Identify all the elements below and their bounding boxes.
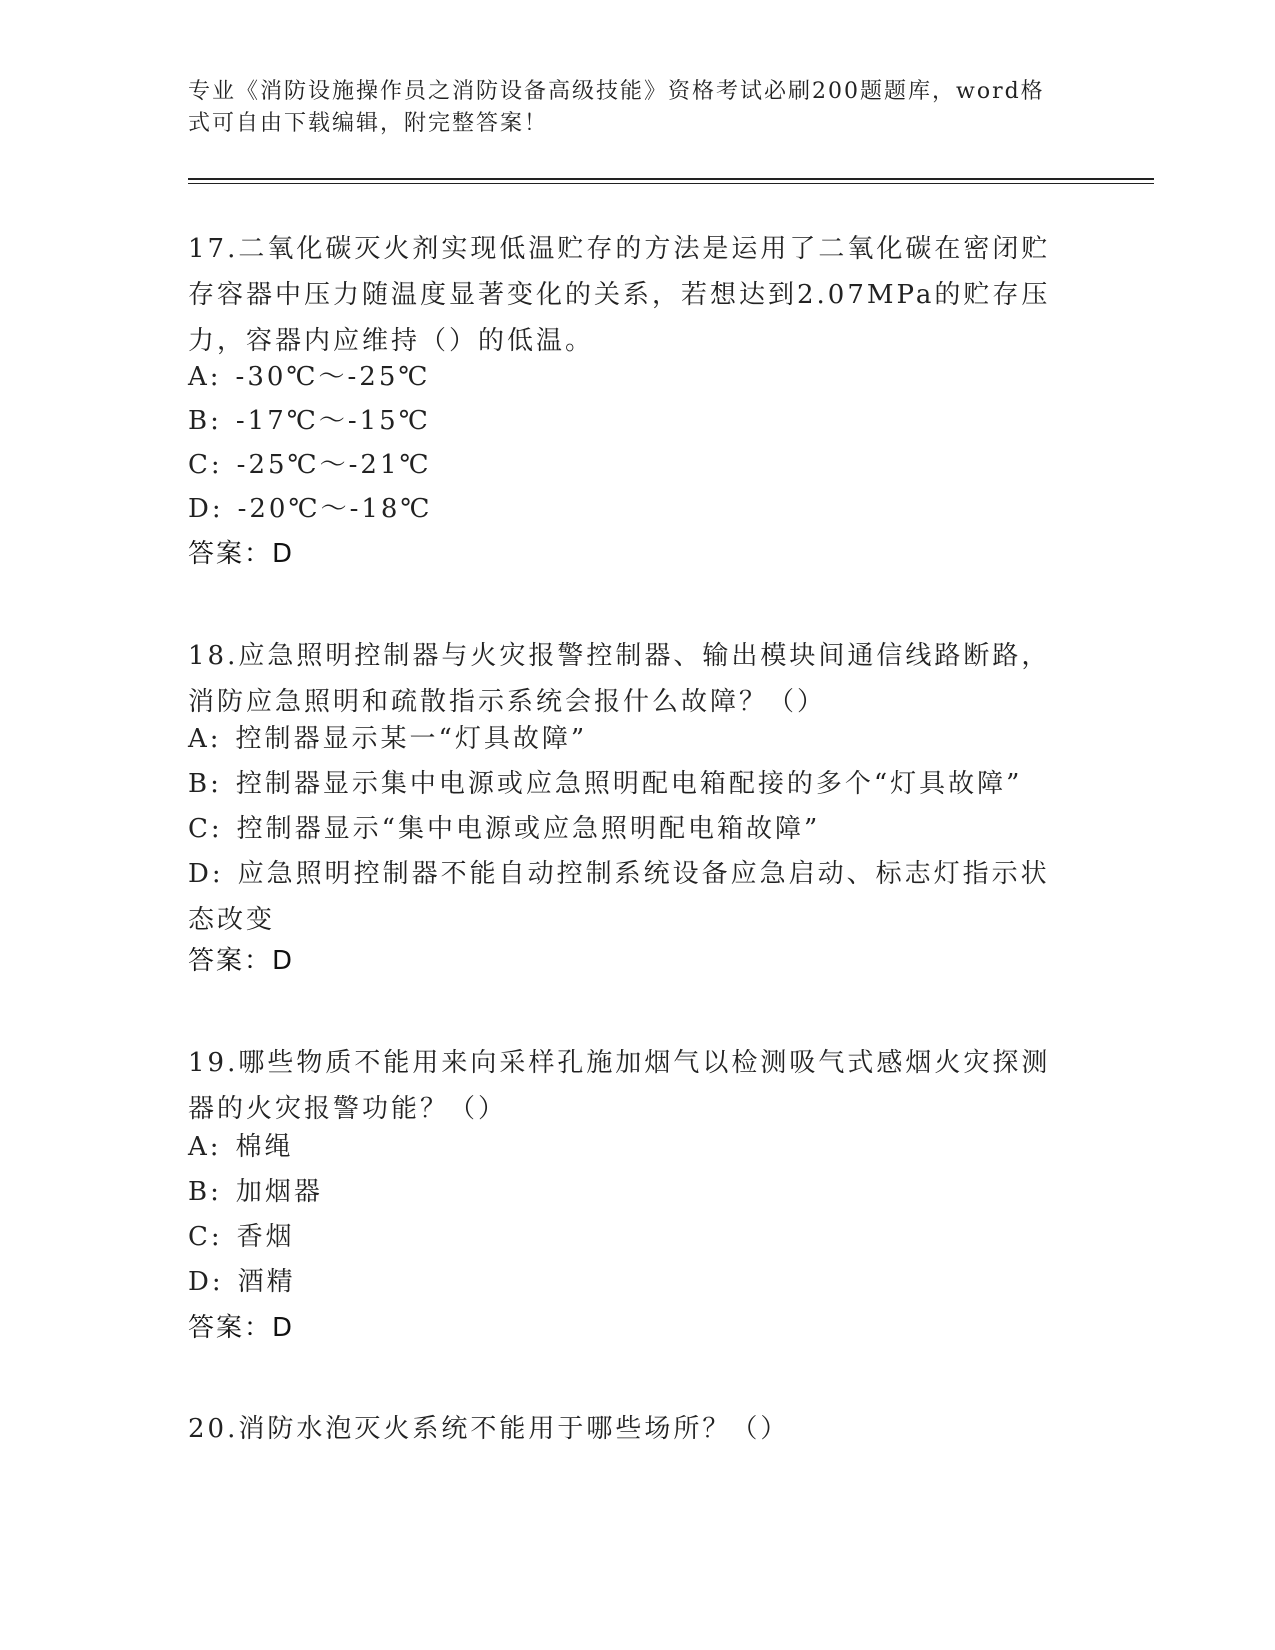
option-letter: B: xyxy=(188,406,222,436)
option-text: 控制器显示某一“灯具故障” xyxy=(235,724,588,754)
question-19-answer xyxy=(188,1305,294,1351)
option-text: -25℃～-21℃ xyxy=(236,450,432,480)
option-letter: D: xyxy=(188,859,224,889)
option-text: 控制器显示集中电源或应急照明配电箱配接的多个“灯具故障” xyxy=(235,769,1023,799)
question-18-option-c xyxy=(188,806,1078,852)
question-19-option-d xyxy=(188,1259,1078,1305)
question-18-option-a xyxy=(188,716,1078,762)
option-text: 棉绳 xyxy=(235,1132,294,1162)
answer-value: D xyxy=(272,946,295,976)
question-17-stem: 17.二氧化碳灭火剂实现低温贮存的方法是运用了二氧化碳在密闭贮存容器中压力随温度显著变化的关系，若想达到2.07MPa的贮存压力，容器内应维持（）的低温。 xyxy=(188,234,1051,356)
question-19-option-a xyxy=(188,1124,1078,1170)
option-letter: B: xyxy=(188,769,222,799)
question-17-option-b xyxy=(188,398,1078,444)
option-letter: C: xyxy=(188,1222,223,1252)
answer-label: 答案： xyxy=(188,946,273,976)
option-letter: D: xyxy=(188,1267,224,1297)
option-text: 加烟器 xyxy=(235,1177,323,1207)
option-text: -20℃～-18℃ xyxy=(237,494,433,524)
question-18-answer xyxy=(188,938,294,984)
question-20-stem: 20.消防水泡灭火系统不能用于哪些场所？（） xyxy=(188,1414,790,1444)
question-18-stem: 18.应急照明控制器与火灾报警控制器、输出模块间通信线路断路，消防应急照明和疏散指示系统会报什么故障？（） xyxy=(188,641,1051,717)
question-18-option-d xyxy=(188,851,1078,943)
header-divider-thick xyxy=(188,178,1154,180)
option-letter: A: xyxy=(188,724,222,754)
header-divider-thin xyxy=(188,183,1154,184)
question-17-option-d xyxy=(188,486,1078,532)
option-letter: C: xyxy=(188,450,223,480)
document-header: 专业《消防设施操作员之消防设备高级技能》资格考试必刷200题题库，word格式可自由下载编辑，附完整答案！ xyxy=(188,79,1045,136)
option-letter: D: xyxy=(188,494,224,524)
answer-value: D xyxy=(272,1313,295,1343)
option-letter: A: xyxy=(188,1132,222,1162)
question-17-option-c xyxy=(188,442,1078,488)
option-text: 香烟 xyxy=(236,1222,295,1252)
option-text: -30℃～-25℃ xyxy=(235,362,431,392)
question-19-option-b xyxy=(188,1169,1078,1215)
answer-label: 答案： xyxy=(188,1313,273,1343)
option-letter: B: xyxy=(188,1177,222,1207)
option-text: 应急照明控制器不能自动控制系统设备应急启动、标志灯指示状态改变 xyxy=(188,859,1050,935)
answer-label: 答案： xyxy=(188,539,273,569)
option-letter: C: xyxy=(188,814,223,844)
option-text: -17℃～-15℃ xyxy=(235,406,431,436)
question-18-option-b xyxy=(188,761,1078,807)
question-19-option-c xyxy=(188,1214,1078,1260)
option-text: 控制器显示“集中电源或应急照明配电箱故障” xyxy=(236,814,821,844)
option-text: 酒精 xyxy=(237,1267,296,1297)
question-19-stem: 19.哪些物质不能用来向采样孔施加烟气以检测吸气式感烟火灾探测器的火灾报警功能？（） xyxy=(188,1048,1051,1124)
answer-value: D xyxy=(272,539,295,569)
question-17-option-a xyxy=(188,354,1078,400)
option-letter: A: xyxy=(188,362,222,392)
question-17-answer xyxy=(188,531,294,577)
